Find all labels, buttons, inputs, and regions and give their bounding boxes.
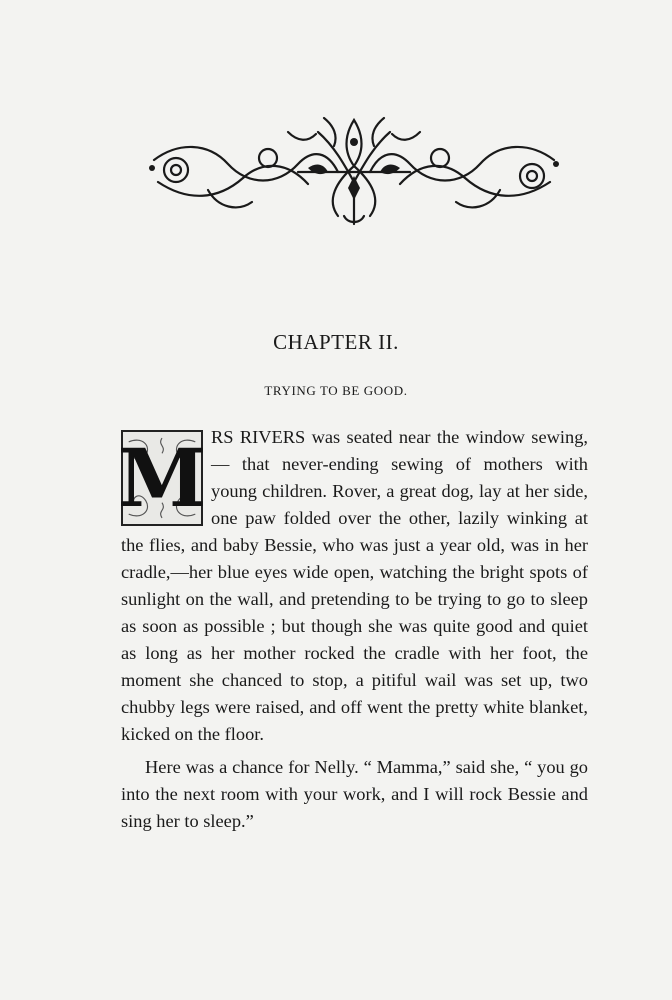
chapter-subtitle: TRYING TO BE GOOD. xyxy=(264,383,408,398)
chapter-title: CHAPTER II. xyxy=(273,330,399,354)
paragraph-1: RS RIVERS was seated near the window sewing, — that never-ending sewing of mothers with young children. Rover, a great dog, lay at her side, one paw folded over the other, lazily winking at the flies, and baby Bessie, who was just a year old, was in her cradle,—her blue eyes wide open, watching the bright spots of sunlight on the wall, and pretending to be trying to go to sleep as soon as possible ; but though she was quite good and quiet as long as her mother rocked the cradle with her foot, the moment she chanced to stop, a pitiful wail was set up, two chubby legs were raised, and off went the pretty white blanket, kicked on the floor. xyxy=(121,427,588,744)
paragraph-2: Here was a chance for Nelly. “ Mamma,” said she, “ you go into the next room with your work, and I will rock Bessie and sing her to sleep.” xyxy=(121,757,588,831)
chapter-text xyxy=(117,424,588,835)
decorative-headpiece-ornament xyxy=(148,112,560,230)
drop-cap-letter: M xyxy=(117,431,207,525)
drop-cap xyxy=(117,430,207,526)
